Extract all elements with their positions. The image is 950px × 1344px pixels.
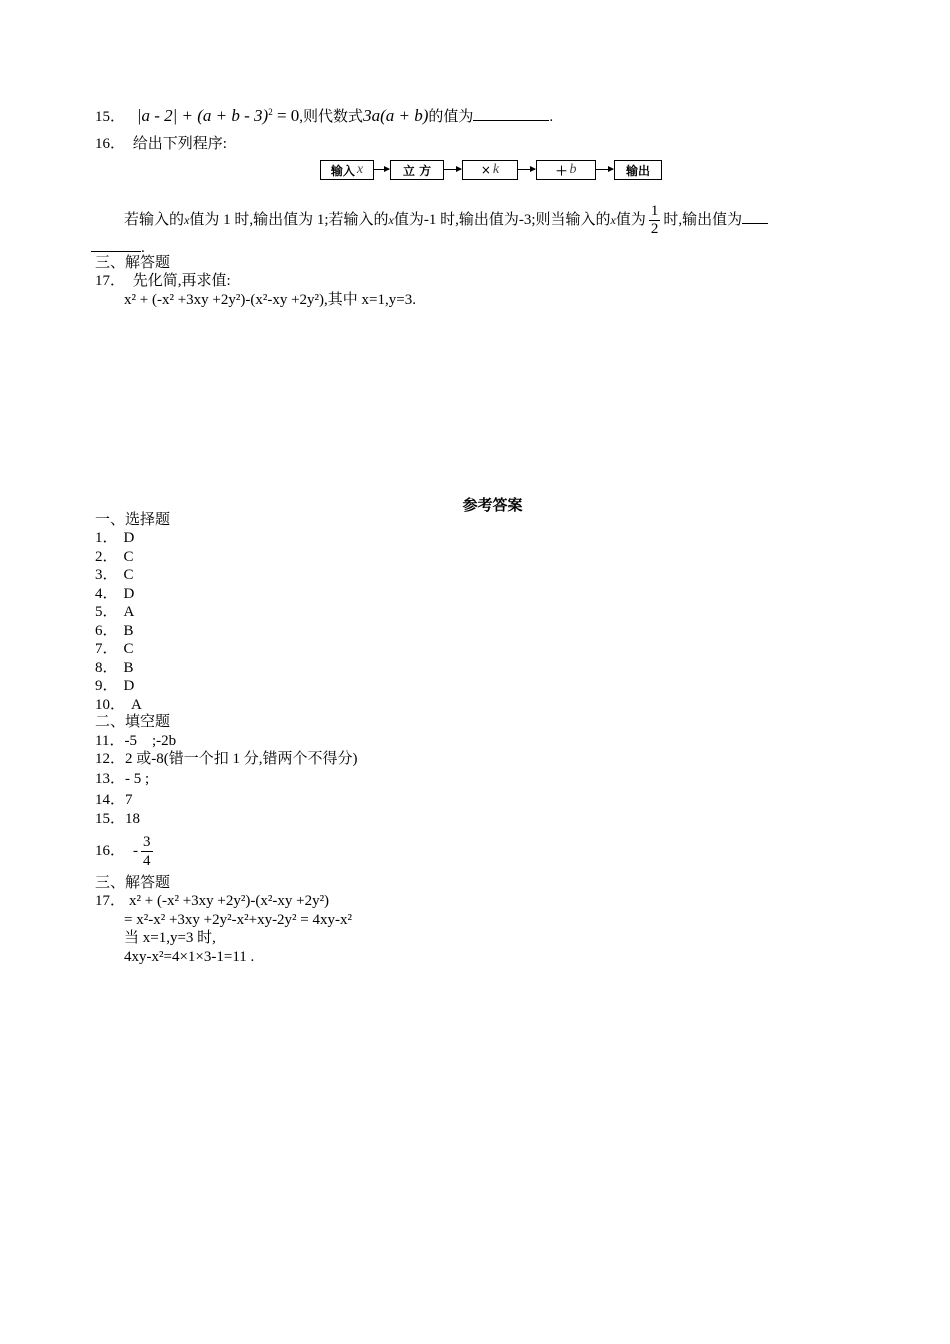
answer-heading: 参考答案 [462,498,523,514]
question-text: 的值为 [428,109,474,125]
section-heading: 二、填空题 [95,714,171,730]
period: . [549,109,554,125]
answer-line: = x²-x² +3xy +2y²-x²+xy-2y² = 4xy-x² [124,912,353,928]
exponent: 2 [268,107,273,117]
question-15 [95,106,553,126]
answer-blank[interactable] [91,237,141,252]
answer-row: 12．2 或-8(错一个扣 1 分,错两个不得分) [95,751,358,767]
answer-row: 4． D [95,586,135,602]
answer-row: 14．7 [95,792,133,808]
question-number: 15． [95,109,126,125]
question-16-intro [95,135,227,153]
fraction-one-half: $\frac{1}{2}$ [650,203,659,237]
answer-blank[interactable] [742,209,768,224]
question-17-intro [95,272,231,290]
answer-row: 17． x² + (-x² +3xy +2y²)-(x²-xy +2y²) [95,893,330,909]
answer-row: 1． D [95,530,135,546]
math-expression: 3a(a + b) [363,106,429,125]
flow-arrow [374,169,389,170]
flow-box-output: 输出 [614,160,662,180]
answer-row: 16． - $\frac{3}{4}$ [95,834,151,870]
equals-zero: = 0 [272,106,300,125]
flow-arrow [596,169,613,170]
answer-row: 6． B [95,623,134,639]
question-text: 先化简,再求值: [132,273,231,289]
answer-row: 5． A [95,604,135,620]
fraction-three-quarters: $\frac{3}{4}$ [143,834,151,870]
answer-row: 3． C [95,567,134,583]
section-heading: 三、解答题 [95,875,171,891]
question-16-body: 若输入的x值为 1 时,输出值为 1;若输入的x值为-1 时,输出值为-3;则当输入的x值为 $\frac{1}{2}$ 时,输出值为 [124,203,768,238]
answer-row: 15．18 [95,811,141,827]
question-text: 给出下列程序: [132,136,227,152]
answer-line: 当 x=1,y=3 时, [124,930,216,946]
flow-arrow [444,169,461,170]
math-expression: |a - 2| + (a + b - 3) [136,106,269,125]
answer-blank[interactable] [473,106,549,121]
question-17-expression: x² + (-x² +3xy +2y²)-(x²-xy +2y²),其中 x=1,y=3. [124,292,416,308]
flowchart [320,160,665,184]
section-heading: 三、解答题 [95,255,171,271]
answer-row: 10． A [95,697,142,713]
question-number: 16． [95,136,126,152]
question-text: ,则代数式 [299,109,364,125]
answer-row: 9． D [95,678,135,694]
flow-box-input: 输入 x [320,160,374,180]
flow-arrow [518,169,535,170]
answer-row: 7． C [95,641,134,657]
flow-box-cube: 立 方 [390,160,444,180]
answer-row: 11．-5 ;-2b [95,733,177,749]
answer-line: 4xy-x²=4×1×3-1=11 . [124,949,255,965]
question-number: 17． [95,273,126,289]
answer-row: 8． B [95,660,134,676]
section-heading: 一、选择题 [95,512,171,528]
answer-row: 13．- 5 ; [95,771,150,787]
question-16-blank-cont: . [91,237,145,257]
answer-row: 2． C [95,549,134,565]
flow-box-multiply: × k [462,160,518,180]
flow-box-add: ＋ b [536,160,596,180]
